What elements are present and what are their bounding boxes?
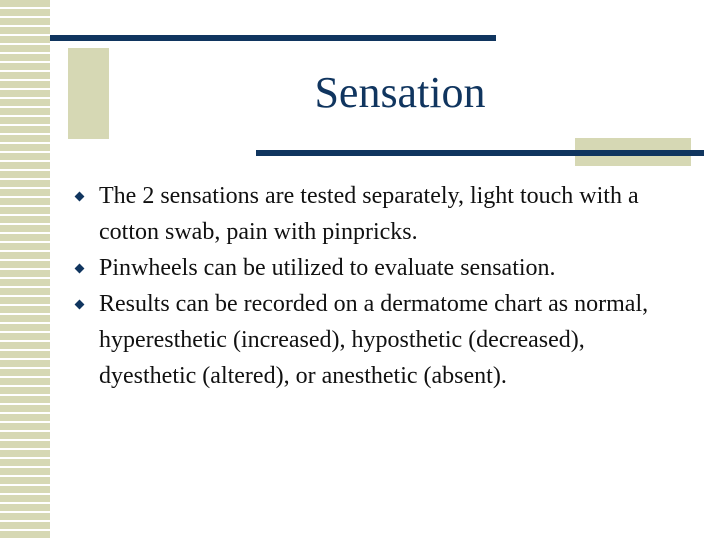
diamond-bullet-icon	[75, 300, 85, 310]
diamond-bullet-icon	[75, 264, 85, 274]
decorative-navy-bar-top	[50, 35, 496, 41]
decorative-left-stripe	[0, 0, 52, 540]
bullet-text: The 2 sensations are tested separately, light touch with a cotton swab, pain with pinpricks.	[99, 183, 639, 245]
bullet-item	[72, 178, 672, 250]
bullet-item	[72, 286, 672, 394]
decorative-tan-block-top	[68, 48, 109, 139]
slide-title: Sensation	[314, 68, 486, 117]
bullet-list	[72, 178, 672, 394]
bullet-item	[72, 250, 672, 286]
decorative-navy-bar-bottom	[256, 150, 704, 156]
bullet-text: Pinwheels can be utilized to evaluate sensation.	[99, 255, 556, 281]
diamond-bullet-icon	[75, 192, 85, 202]
bullet-text: Results can be recorded on a dermatome chart as normal, hyperesthetic (increased), hyposthetic (decreased), dyesthetic (altered), or anesthetic (absent).	[99, 291, 649, 389]
